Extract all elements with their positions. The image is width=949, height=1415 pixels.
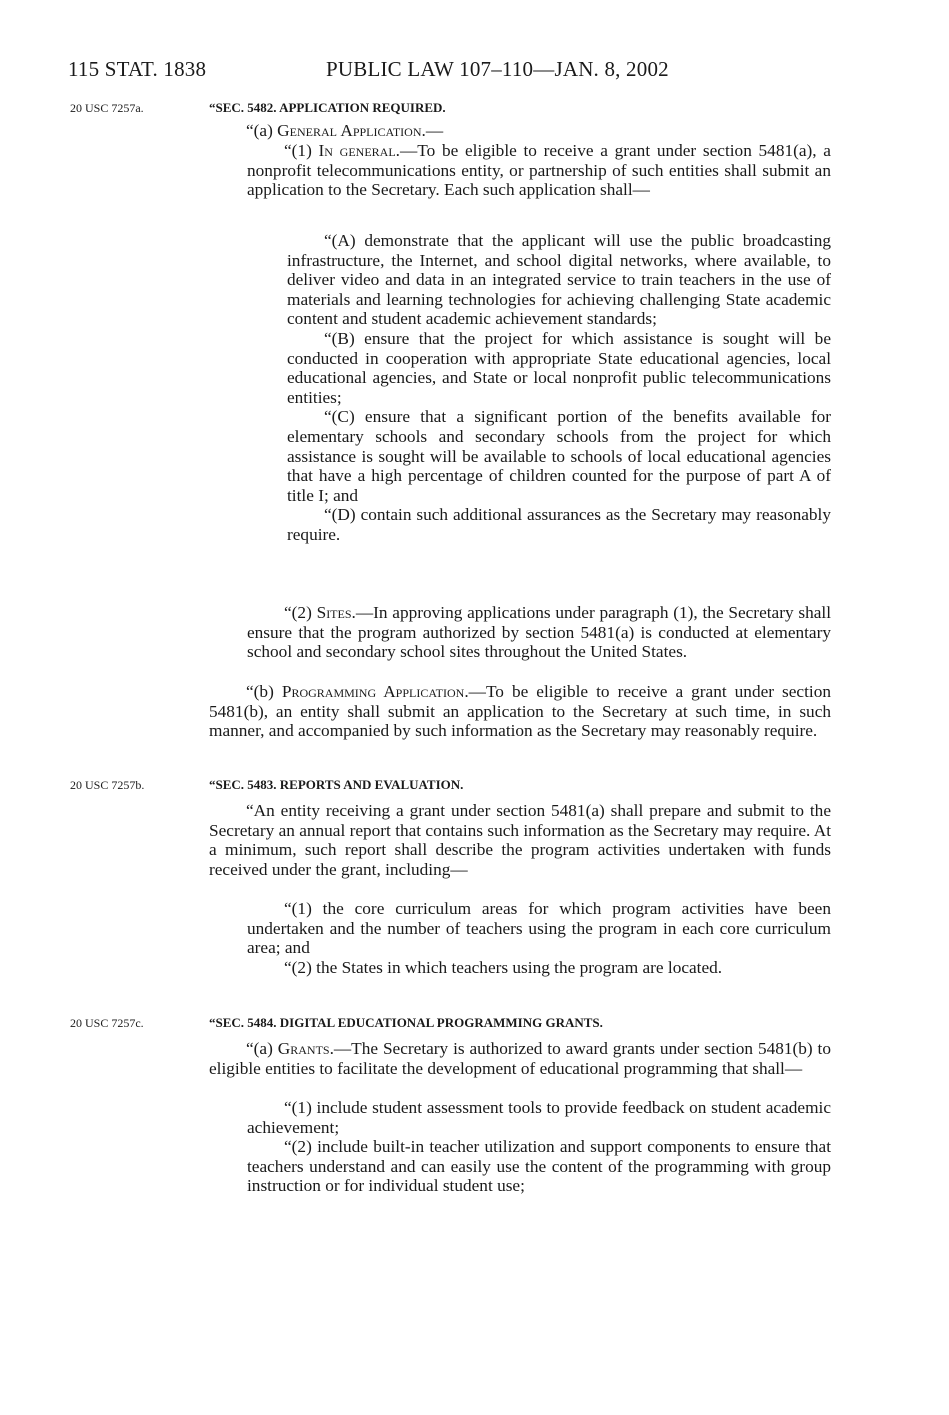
sec5482-paragraph-2 (247, 603, 831, 662)
sec5483-paragraph-1: “(1) the core curriculum areas for which program activities have been undertaken and the number of teachers using the program in each core curriculum area; and (247, 899, 831, 958)
page-number: 115 STAT. 1838 (68, 57, 207, 81)
sec5483-intro-text: “An entity receiving a grant under section 5481(a) shall prepare and submit to the Secretary an annual report that contains such information as the Secretary may require. At a minimum, such report shall describe the program activities undertaken with funds received under the grant, including— (209, 801, 831, 879)
sec5484-paragraph-2: “(2) include built-in teacher utilization and support components to ensure that teachers understand and can easily use the content of the programming with group instruction or for individual student use; (247, 1137, 831, 1196)
sec5484-a-lead: “(a) (246, 1039, 278, 1058)
sec5482-a-heading (209, 121, 831, 141)
sec5484-paragraphs (247, 1098, 831, 1196)
sec5483-paragraphs (247, 899, 831, 977)
paragraph-2-lead: “(2) (284, 603, 317, 622)
subparagraph-a: “(A) demonstrate that the applicant will use the public broadcasting infrastructure, the Internet, and school digital networks, where available, to deliver video and data in an integrated service to train teachers in the use of materials and learning technologies for achieving challenging State academic content and student academic achievement standards; (287, 231, 831, 329)
sec5482-paragraph-1 (247, 141, 831, 200)
subsection-b-caption: Programming Application (281, 682, 465, 701)
section-heading-5482: “SEC. 5482. APPLICATION REQUIRED. (209, 100, 446, 115)
subparagraph-b: “(B) ensure that the project for which assistance is sought will be conducted in cooperation with appropriate State educational agencies, local educational agencies, and State or local nonprofit public telecommunications entities; (287, 328, 831, 407)
paragraph-2-text: .—In approving applications under paragraph (1), the Secretary shall ensure that the program authorized by section 5481(a) is conducted at elementary school and secondary school sites throughout the United States. (247, 603, 831, 662)
subparagraph-d: “(D) contain such additional assurances as the Secretary may reasonably require. (287, 505, 831, 544)
sec5484-a-text: .—The Secretary is authorized to award grants under section 5481(b) to eligible entities to facilitate the development of educational programming that shall— (209, 1039, 832, 1078)
section-heading-5484: “SEC. 5484. DIGITAL EDUCATIONAL PROGRAMMING GRANTS. (209, 1015, 603, 1030)
sec5484-paragraph-1: “(1) include student assessment tools to provide feedback on student academic achievement; (247, 1098, 831, 1137)
paragraph-2-caption: Sites (316, 603, 352, 622)
paragraph-1-text: .—To be eligible to receive a grant under section 5481(a), a nonprofit telecommunications entity, or partnership of such entities shall submit an application to the Secretary. Each such application shall— (247, 141, 831, 200)
section-heading-5483: “SEC. 5483. REPORTS AND EVALUATION. (209, 777, 464, 792)
subsection-a-lead: “(a) (246, 121, 278, 140)
margin-note-7257c: 20 USC 7257c. (70, 1016, 144, 1030)
sec5482-b (209, 682, 831, 741)
sec5484-a (209, 1039, 831, 1078)
margin-note-7257a: 20 USC 7257a. (70, 101, 144, 115)
sec5484-a-caption: Grants (277, 1039, 330, 1058)
paragraph-1-caption: In general (318, 141, 396, 160)
subsection-a-dash: .— (421, 121, 444, 140)
subsection-b-lead: “(b) (246, 682, 282, 701)
sec5483-paragraph-2: “(2) the States in which teachers using the program are located. (284, 957, 723, 977)
sec5483-intro (209, 801, 831, 879)
margin-note-7257b: 20 USC 7257b. (70, 778, 145, 792)
sec5482-subparagraphs (287, 231, 831, 545)
public-law-title: PUBLIC LAW 107–110—JAN. 8, 2002 (326, 57, 669, 81)
subsection-b-text: .—To be eligible to receive a grant under section 5481(b), an entity shall submit an application to the Secretary at such time, in such manner, and accompanied by such information as the Secretary may reasonably require. (209, 682, 831, 741)
subparagraph-c: “(C) ensure that a significant portion of the benefits available for elementary schools and secondary schools from the project for which assistance is sought will be available to schools of local educational agencies that have a high percentage of children counted for the purpose of part A of title I; and (287, 407, 831, 505)
subsection-a-caption: General Application (277, 121, 422, 140)
paragraph-1-lead: “(1) (284, 141, 319, 160)
